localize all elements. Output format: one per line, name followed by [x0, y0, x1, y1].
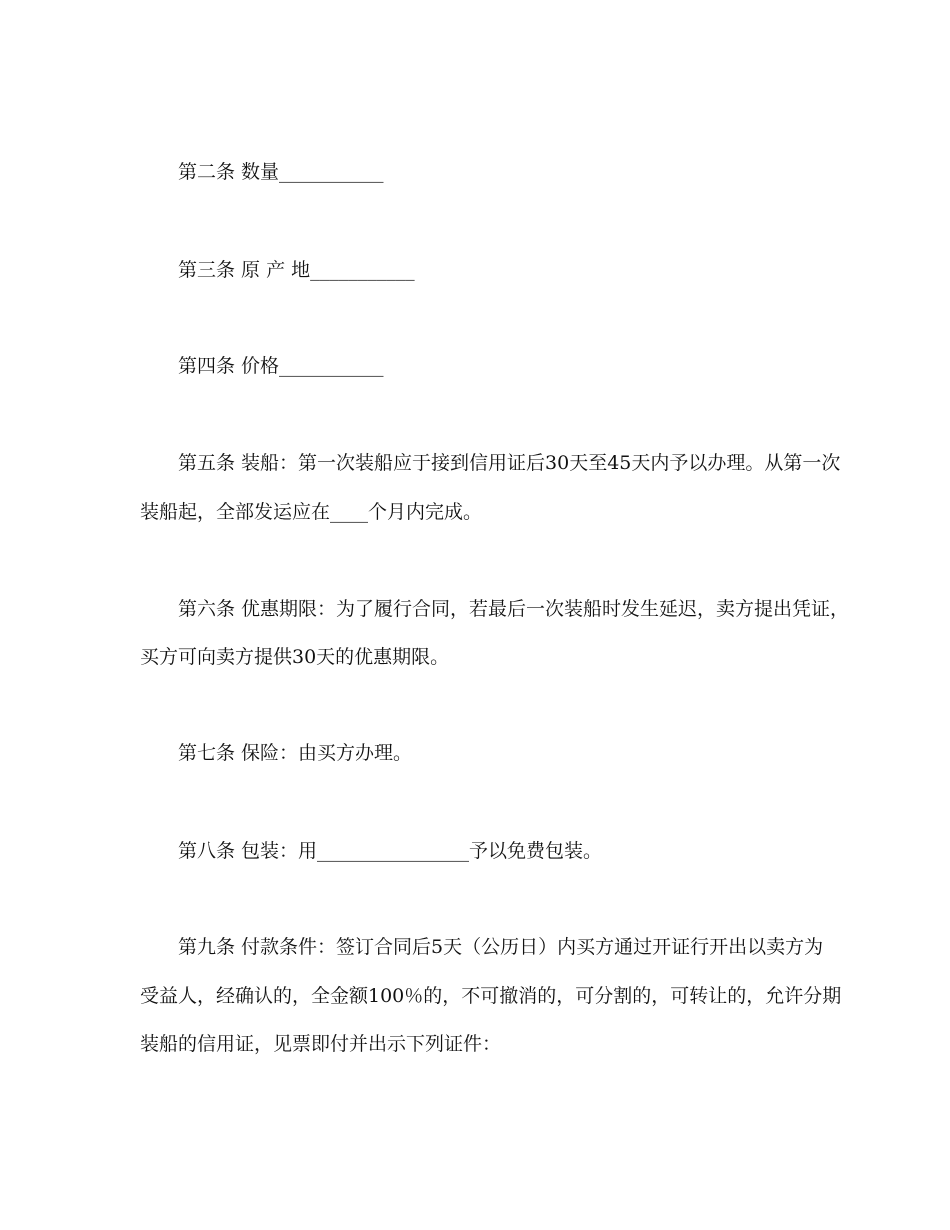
- article-9-payment-line-3: 装船的信用证，见票即付并出示下列证件：: [140, 1033, 502, 1055]
- article-8-packing: 第八条 包装：用________________予以免费包装。: [178, 840, 603, 862]
- article-9-payment-line-1: 第九条 付款条件：签订合同后5天（公历日）内买方通过开证行开出以卖方为: [178, 936, 824, 958]
- article-7-insurance: 第七条 保险：由买方办理。: [178, 742, 413, 764]
- article-4-price: 第四条 价格___________: [178, 355, 384, 377]
- article-5-shipment-line-2: 装船起，全部发运应在____个月内完成。: [140, 501, 483, 523]
- article-5-shipment-line-1: 第五条 装船：第一次装船应于接到信用证后30天至45天内予以办理。从第一次: [178, 452, 841, 474]
- article-2-quantity: 第二条 数量___________: [178, 161, 384, 183]
- article-6-grace-line-1: 第六条 优惠期限：为了履行合同，若最后一次装船时发生延迟，卖方提出凭证，: [178, 598, 850, 620]
- article-6-grace-line-2: 买方可向卖方提供30天的优惠期限。: [140, 646, 450, 668]
- article-9-payment-line-2: 受益人，经确认的，全金额100％的，不可撤消的，可分割的，可转让的，允许分期: [140, 985, 842, 1007]
- article-3-origin: 第三条 原 产 地___________: [178, 259, 415, 281]
